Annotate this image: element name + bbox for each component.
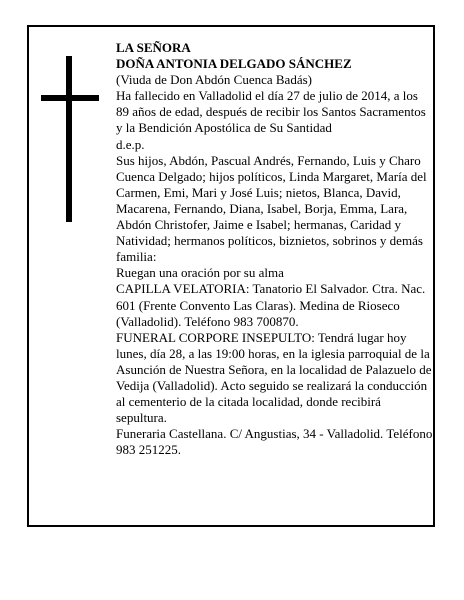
cross-vertical-bar: [66, 56, 72, 222]
notice-body: [116, 40, 434, 458]
notice-title-line-1: LA SEÑORA: [116, 40, 191, 55]
chapel-info: CAPILLA VELATORIA: Tanatorio El Salvador. Ctra. Nac. 601 (Frente Convento Las Claras). Medina de Rioseco (Valladolid). Teléfono 983 700870.: [116, 281, 426, 329]
cross-horizontal-bar: [41, 95, 99, 101]
rip-text: d.e.p.: [116, 136, 145, 152]
obituary-notice: [27, 25, 435, 527]
widow-of: (Viuda de Don Abdón Cuenca Badás): [116, 72, 312, 88]
deceased-name: DOÑA ANTONIA DELGADO SÁNCHEZ: [116, 56, 352, 72]
funeral-info: FUNERAL CORPORE INSEPULTO: Tendrá lugar hoy lunes, día 28, a las 19:00 horas, en la iglesia parroquial de la Asunción de Nuestra Señora, en la localidad de Palazuelo de Vedija (Valladolid). Acto seguido se realizará la conducción al cementerio de la citada localidad, donde recibirá sepultura.: [116, 329, 432, 426]
family-list: Sus hijos, Abdón, Pascual Andrés, Fernando, Luis y Charo Cuenca Delgado; hijos políticos, Linda Margaret, María del Carmen, Emi, Mari y José Luis; nietos, Blanca, David, Macarena, Fernando, Diana, Isabel, Borja, Emma, Lara, Abdón Christofer, Jaime e Isabel; hermanas, Caridad y Natividad; hermanos políticos, biznietos, sobrinos y demás familia:: [116, 152, 427, 265]
funeral-home-info: Funeraria Castellana. C/ Angustias, 34 - Valladolid. Teléfono 983 251225.: [116, 426, 433, 458]
prayer-request: Ruegan una oración por su alma: [116, 265, 284, 281]
death-info: Ha fallecido en Valladolid el día 27 de julio de 2014, a los 89 años de edad, después de recibir los Santos Sacramentos y la Bendición Apostólica de Su Santidad: [116, 88, 426, 136]
